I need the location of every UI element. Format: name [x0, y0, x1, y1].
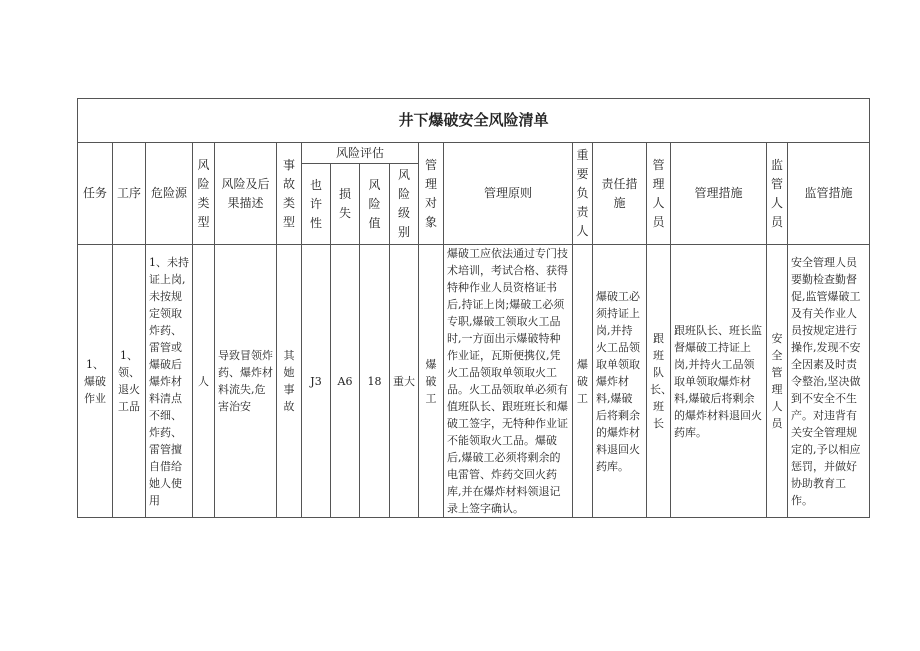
header-key-responsible: 重要负责人 [573, 143, 593, 245]
cell-responsibility-measures: 爆破工必须持证上岗,并持火工品领取单领取爆炸材料,爆破后将剩余的爆炸材料退回火药库。 [593, 245, 647, 518]
cell-supervisor: 安全管理人员 [767, 245, 788, 518]
cell-principle: 爆破工应依法通过专门技术培训，考试合格、获得特种作业人员资格证书后,持证上岗;爆破工必须专职,爆破工领取火工品时,一方面出示爆破特种作业证，瓦斯便携仪,凭火工品领取单领取火工品。火工品领取单必须有值班队长、跟班班长和爆破工签字，无特种作业证不能领取火工品。爆破后,爆破工必须将剩余的电雷管、炸药交回火药库,并在爆炸材料领退记录上签字确认。 [444, 245, 573, 518]
header-principle: 管理原则 [444, 143, 573, 245]
cell-accident-type: 其她事故 [277, 245, 302, 518]
cell-risk-value: 18 [360, 245, 390, 518]
header-hazard: 危险源 [146, 143, 193, 245]
cell-likelihood: J3 [302, 245, 331, 518]
table-title: 井下爆破安全风险清单 [78, 99, 870, 143]
header-accident-type: 事故类型 [277, 143, 302, 245]
cell-supervision-measures: 安全管理人员要勤检查勤督促,监管爆破工及有关作业人员按规定进行操作,发现不安全因素及时责令整治,坚决做到不安全不生产。对违背有关安全管理规定的,予以相应惩罚，并做好协助教育工作。 [788, 245, 870, 518]
header-loss: 损失 [331, 164, 360, 245]
header-risk-type: 风险类型 [193, 143, 215, 245]
header-management-measures: 管理措施 [671, 143, 767, 245]
cell-risk-level: 重大 [390, 245, 419, 518]
cell-consequence: 导致冒领炸药、爆炸材料流失,危害治安 [215, 245, 277, 518]
header-likelihood: 也许性 [302, 164, 331, 245]
table-row [78, 245, 870, 518]
cell-managed-object: 爆破工 [419, 245, 444, 518]
header-managed-object: 管理对象 [419, 143, 444, 245]
cell-loss: A6 [331, 245, 360, 518]
cell-management-measures: 跟班队长、班长监督爆破工持证上岗,并持火工品领取单领取爆炸材料,爆破后将剩余的爆炸材料退回火药库。 [671, 245, 767, 518]
header-supervisor: 监管人员 [767, 143, 788, 245]
header-risk-value: 风险值 [360, 164, 390, 245]
header-supervision-measures: 监管措施 [788, 143, 870, 245]
cell-process: 1、领、退火工品 [113, 245, 146, 518]
cell-hazard: 1、未持证上岗,未按规定领取炸药、雷管或爆破后爆炸材料清点不细、炸药、雷管擅自借给她人使用 [146, 245, 193, 518]
cell-manager: 跟班队长、班长 [647, 245, 671, 518]
cell-task: 1、爆破作业 [78, 245, 113, 518]
header-risk-assessment: 风险评估 [302, 143, 419, 164]
cell-risk-type: 人 [193, 245, 215, 518]
header-responsibility-measures: 责任措施 [593, 143, 647, 245]
header-consequence: 风险及后果描述 [215, 143, 277, 245]
header-manager: 管理人员 [647, 143, 671, 245]
header-risk-level: 风险级别 [390, 164, 419, 245]
risk-table [77, 98, 870, 518]
header-process: 工序 [113, 143, 146, 245]
cell-key-responsible: 爆破工 [573, 245, 593, 518]
header-task: 任务 [78, 143, 113, 245]
